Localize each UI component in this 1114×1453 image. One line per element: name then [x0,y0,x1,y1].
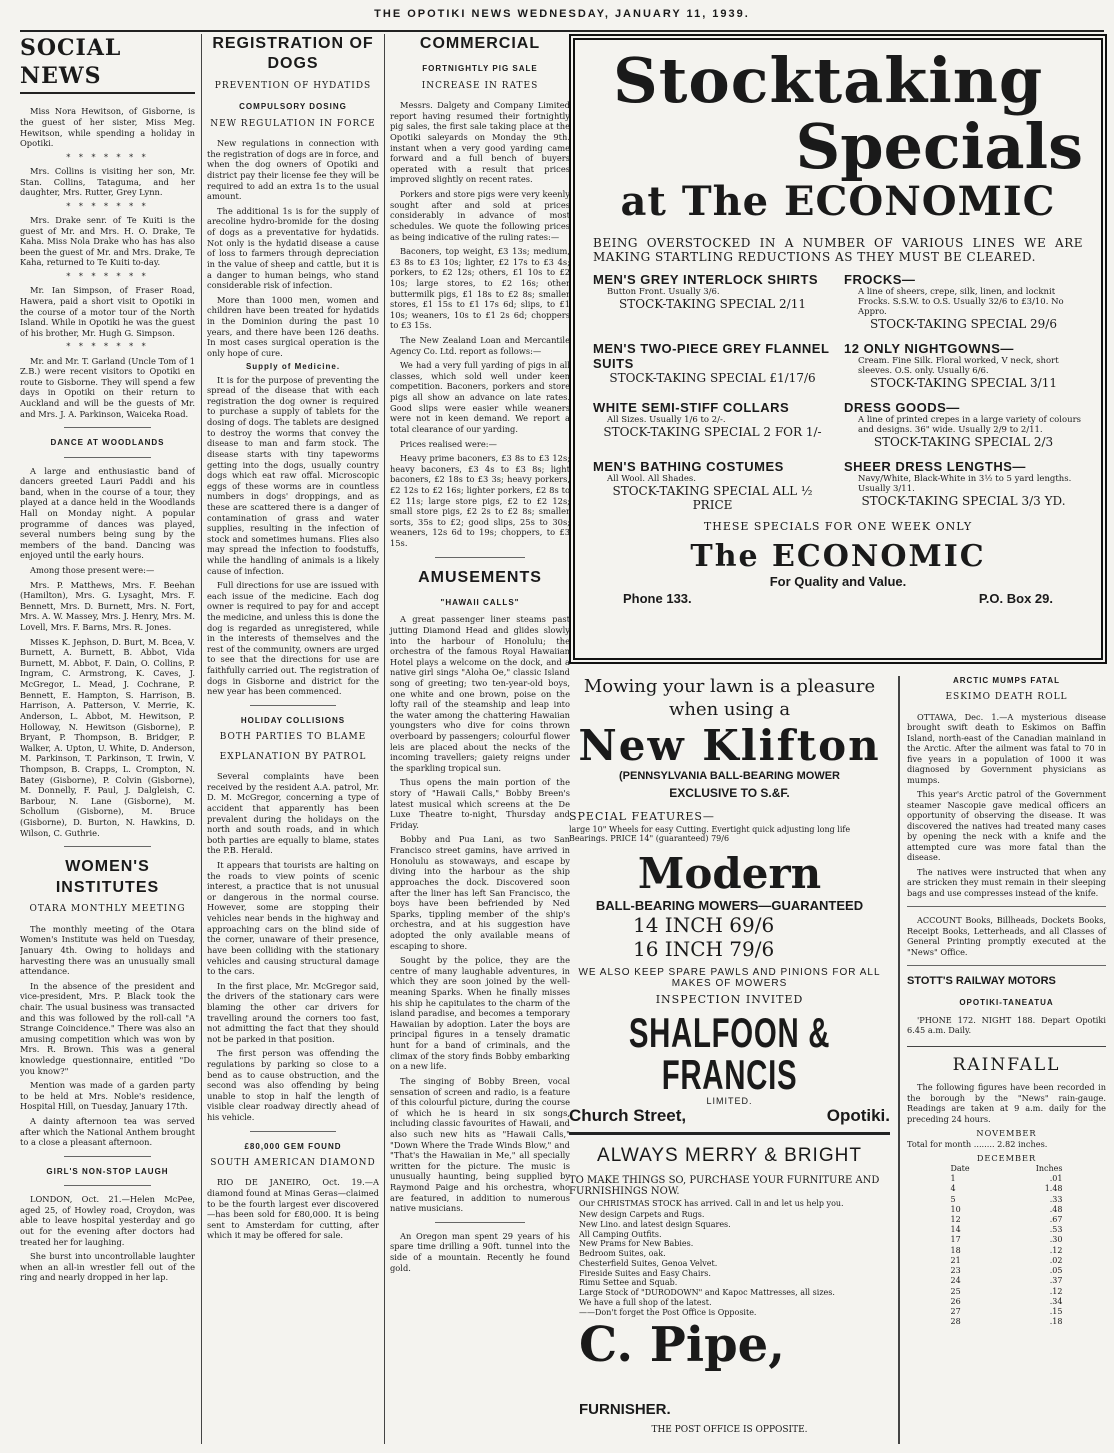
list-item: New Lino. and latest design Squares. [579,1219,731,1229]
article-paragraph: Thus opens the main portion of the story of "Hawaii Calls," Bobby Breen's latest musical which screens at the De Luxe Theatre to-night, Thursday and Friday. [390,777,570,830]
social-item: Mr. Ian Simpson, of Fraser Road, Hawera, paid a short visit to Opotiki in the course of a motor tour of the North Island. While in Opotiki he was the guest of his brother, Mr. Hugh G. Simpson. [20,285,195,338]
article-paragraph: She burst into uncontrollable laughter when an all-in wrestler fell out of the ring and nearly dropped in her lap. [20,1251,195,1283]
social-news-title: SOCIAL NEWS [20,34,195,94]
social-item: Mrs. Collins is visiting her son, Mr. Stan. Collins, Tataguma, and her daughter, Mrs. Rutter, Grey Lynn. [20,165,195,198]
pipe-brand [579,1319,890,1425]
price-16: 16 INCH 79/6 [633,937,775,961]
table-row [947,1246,1067,1256]
item-desc: Cream. Fine Silk. Floral worked, V neck, short sleeves. O.S. only. Usually 6/6. [858,356,1059,376]
stott-sub: OPOTIKI-TANEATUA [959,998,1054,1008]
inches-header: Inches [1035,1163,1063,1173]
item-special: STOCK-TAKING SPECIAL 29/6 [870,317,1057,331]
divider [435,557,525,558]
rain-date: 23 [950,1266,961,1276]
shalfoon-francis: SHALFOON & FRANCIS [628,1009,831,1098]
masthead: THE OPOTIKI NEWS WEDNESDAY, JANUARY 11, 1939. [20,8,1104,32]
divider [64,846,152,847]
article-paragraph: In the absence of the president and vice-president, Mrs. P. Black took the chair. The usual business was transacted and this was followed by the roll-call "A Strange Coincidence." There was also an amusing competition which was won by Mrs. R. Brown. This was a general knowledge questionnaire, entitled "Do you know?" [20,980,195,1076]
mower-exclusive: EXCLUSIVE TO S.&F. [669,786,790,800]
divider [435,1222,525,1223]
street: Church Street, [569,1106,687,1125]
rain-inches: .01 [1049,1174,1063,1184]
dogs-column [201,34,379,1444]
item-desc: A line of printed crepes in a large variety of colours and designs. 36" wide. Usually 2/9 to 2/11. [858,415,1081,435]
holiday-heading: HOLIDAY COLLISIONS [240,715,346,725]
rainfall-rows [947,1174,1067,1328]
item-name: MEN'S TWO-PIECE GREY FLANNEL SUITS [593,341,830,371]
date-header: Date [950,1163,970,1173]
article-paragraph: The additional 1s is for the supply of arecoline hydro-bromide for the dosing of dogs as a preventative for hydatids. Not only is the hydatid disease a cause of loss to farmers through depreciation in the value of sheep and cattle, but it is a danger to human beings, who stand considerable risk of infection. [207,205,379,291]
limited: LIMITED. [706,1096,753,1106]
town: Opotiki. [826,1106,890,1125]
merry-bright: ALWAYS MERRY & BRIGHT [597,1145,862,1166]
table-row [947,1235,1067,1245]
table-row [947,1205,1067,1215]
rain-inches: .15 [1049,1307,1063,1317]
item-desc: All Wool. All Shades. [607,474,696,484]
rain-inches: .02 [1049,1255,1063,1265]
list-item: ——Don't forget the Post Office is Opposite. [579,1307,757,1317]
article-paragraph: In the first place, Mr. McGregor said, the drivers of the stationary cars were blaming the other car drivers for travelling around the corners too fast, not admitting the fact that they should not be parked in that position. [207,980,379,1044]
item-special: STOCK-TAKING SPECIAL 2 FOR 1/- [603,425,822,439]
item-special: STOCK-TAKING SPECIAL ALL ½ PRICE [612,484,813,512]
rain-date: 18 [950,1245,961,1255]
pipe-ad [569,1145,890,1435]
list-item: Large Stock of "DURODOWN" and Kapoc Mattresses, all sizes. [579,1288,835,1297]
rain-inches: .05 [1049,1266,1063,1276]
special-item [844,272,1083,331]
pipe-foot: THE POST OFFICE IS OPPOSITE. [651,1424,808,1435]
rain-date: 21 [950,1255,961,1265]
dogs-heading: REGISTRATION OF DOGS [212,35,374,73]
article-paragraph: Messrs. Dalgety and Company Limited report having resumed their fortnightly pig sales, the first sale taking place at the Opotiki saleyards on Monday the 9th. instant when a very good yarding came forward and a full bench of buyers operated with a result that prices improved slightly on recent rates. [390,100,570,185]
rainfall-heading: RAINFALL [907,1046,1106,1077]
gem-sub: SOUTH AMERICAN DIAMOND [210,1157,376,1168]
special-item [593,459,832,512]
special-item [593,400,832,449]
article-paragraph: Heavy prime baconers, £3 8s to £3 12s; heavy baconers, £3 4s to £3 8s; light baconers, £2 18s to £3 3s; heavy porkers, £2 12s to £2 16s; lighter porkers, £2 8s to £2 11s; large store pigs, £2 to £2 12s; small store pigs, £2 2s to £2 8s; smaller sorts, 35s to £2; good slips, 25s to 30s; weaners, 12s 6d to 19s; choppers, to £3 15s. [390,453,570,548]
article-paragraph: Prices realised were:— [400,438,497,449]
stott-heading: STOTT'S RAILWAY MOTORS [907,975,1056,988]
economic-brand: The ECONOMIC [690,539,986,574]
gem-heading: £80,000 GEM FOUND [244,1141,342,1151]
list-item: New design Carpets and Rugs. [579,1210,705,1219]
star-divider: * * * * * * * [66,272,149,282]
social-column [20,34,195,1444]
item-name: DRESS GOODS— [844,400,960,415]
item-desc: All Sizes. Usually 1/6 to 2/-. [607,415,726,425]
item-desc: Navy/White, Black-White in 3½ to 5 yard lengths. Usually 3/11. [858,474,1072,494]
item-name: MEN'S GREY INTERLOCK SHIRTS [593,272,819,287]
divider [64,1156,152,1157]
rain-date: 14 [950,1225,961,1235]
rain-inches: .34 [1049,1296,1063,1306]
list-item: We have a full shop of the latest. [579,1297,712,1307]
article-paragraph: More than 1000 men, women and children have been treated for hydatids in the Dominion during the past 10 years, and there have been 126 deaths. In most cases surgical operation is the only hope of cure. [207,294,379,358]
wi-subheading: OTARA MONTHLY MEETING [29,904,186,915]
rain-inches: .37 [1049,1276,1063,1286]
mower-line1: Mowing your lawn is a pleasure [583,676,876,697]
rain-inches: .33 [1049,1194,1063,1204]
ad-intro: BEING OVERSTOCKED IN A NUMBER OF VARIOUS LINES WE ARE MAKING STARTLING REDUCTIONS AS THEY MUST BE CLEARED. [593,236,1083,264]
article-paragraph: It is for the purpose of preventing the spread of the disease that with each registration the dog owner is required to purchase a supply of tablets for the dosing of dogs. The tablets are designed to destroy the worms that convey the disease to man and farm stock. The disease starts with tiny tapeworms getting into the dogs, usually country dogs which eat raw offal. Microscopic eggs of these worms are in countless numbers in dogs' droppings, and as these are scattered there is a danger of contamination of grass and water supplies, resulting in the infection of stock and sometimes humans. Flies also may spread the infection to foodstuffs, while the handling of animals is a likely cause of infection. [207,374,379,576]
list-item: Bedroom Suites, oak. [579,1249,666,1258]
special-item [844,459,1083,512]
article-paragraph: OTTAWA, Dec. 1.—A mysterious disease brought swift death to Eskimos on Baffin Island, north-east of the Canadian mainland in the Arctic. After the ailment was fatal to 70 in five years in a population of 1000 it was diagnosed by Government physicians as mumps. [907,711,1106,785]
special-item [844,341,1083,390]
column-rule [899,676,900,1444]
social-item: Mrs. Drake senr. of Te Kuiti is the guest of Mr. and Mrs. H. O. Drake, Te Kaha. Miss Nola Drake who has has also been the guest of Mr. and Mrs. Drake, Te Kaha, returned to Te Kuiti to-day. [20,215,195,268]
item-desc: Button Front. Usually 3/6. [607,287,720,297]
commercial-heading: COMMERCIAL [419,35,541,52]
article-paragraph: A large and enthusiastic band of dancers greeted Lauri Paddi and his band, when in the course of a tour, they played at a dance held in the Woodlands Hall on Monday night. A popular programme of dances was played, several numbers being sung by the members of the band. Dancing was enjoyed until the early hours. [20,465,195,561]
item-name: WHITE SEMI-STIFF COLLARS [593,400,790,415]
special-item [844,400,1083,449]
rates-sub: INCREASE IN RATES [421,80,539,91]
holiday-sub1: BOTH PARTIES TO BLAME [219,732,367,743]
table-row [947,1266,1067,1276]
table-row [947,1215,1067,1225]
one-week-note: THESE SPECIALS FOR ONE WEEK ONLY [703,520,973,533]
features-desc: large 10" Wheels for easy Cutting. Evertight quick adjusting long life Bearings. PRICE 14" (guaranteed) 79/6 [569,825,851,843]
dogs-sub1: PREVENTION OF HYDATIDS [214,80,372,91]
rainfall-table [947,1164,1067,1328]
ad-title-line3: at The ECONOMIC [620,178,1056,225]
rain-date: 10 [950,1204,961,1214]
mower-line2: when using a [668,698,791,720]
rain-date: 17 [950,1235,961,1245]
item-name: FROCKS— [844,272,916,287]
arctic-sub: ESKIMO DEATH ROLL [945,692,1068,703]
table-header-row [947,1164,1067,1174]
address [569,1106,890,1135]
mower-guarantee: BALL-BEARING MOWERS—GUARANTEED [595,898,864,913]
article-paragraph: Sought by the police, they are the centre of many laughable adventures, in which they are soon joined by the well-meaning Sparks. When he finally misses his ship he capitulates to the charm of the island paradise, and becomes a temporary Hawaiian by adoption. Later the boys are principal figures in a tensely dramatic hunt for a band of criminals, and the climax of the story finds Bobby embarking on a new life. [390,955,570,1072]
spare-parts: WE ALSO KEEP SPARE PAWLS AND PINIONS FOR ALL MAKES OF MOWERS [578,967,881,989]
item-special: STOCK-TAKING SPECIAL 2/11 [619,297,806,311]
supply-subheading: Supply of Medicine. [245,362,341,372]
article-paragraph: Mention was made of a garden party to be held at Mrs. Noble's residence, Hospital Hill, on Tuesday, January 17th. [20,1080,195,1112]
table-row [947,1297,1067,1307]
divider [250,1131,336,1132]
rain-inches: .67 [1049,1214,1063,1224]
article-paragraph: The New Zealand Loan and Mercantile Agency Co. Ltd. report as follows:— [390,335,570,356]
phone-number: Phone 133. [623,591,692,606]
newspaper-page [20,34,1106,1444]
pipe-intro: Our CHRISTMAS STOCK has arrived. Call in and let us help you. [579,1199,844,1208]
article-paragraph: LONDON, Oct. 21.—Helen McPee, aged 25, of Howley road, Croydon, was able to leave hospital yesterday and go out for the evening after doctors had treated her for laughing. [20,1194,195,1247]
november-label: NOVEMBER [976,1128,1037,1139]
rainfall-intro: The following figures have been recorded in the borough by the "News" rain-gauge. Readings are taken at 9 a.m. daily for the preceding 24 hours. [907,1082,1106,1124]
rain-date: 4 [950,1184,956,1194]
modern-brand: Modern [637,849,822,898]
commercial-column [384,34,570,1444]
article-paragraph: The monthly meeting of the Otara Women's Institute was held on Tuesday, January 4th. Owing to holidays and harvesting there was an unusually small attendance. [20,923,195,977]
article-paragraph: Full directions for use are issued with each issue of the medicine. Each dog owner is required to pay for and accept the medicine, and unless this is done the dog is regarded as unregistered, while in the interests of themselves and the rest of the community, owners are urged to see that the directions for use are faithfully carried out. The registration of dogs in Gisborne and district for the new year has been commenced. [207,580,379,697]
article-paragraph: Misses K. Jephson, D. Burt, M. Bcea, V. Burnett, A. Burnett, B. Abbot, Vida Burnett, M. Abbot, F. Dain, O. Collins, P. Ingram, C. Armstrong, K. Caves, J. McGregor, L. Mead, J. Cochrane, P. Bennett, E. Hampton, S. Harrison, B. Harrison, A. Patterson, V. Merrie, K. Anderson, L. Abbot, M. Hewitson, P. Holloway, N. Hewitson (Gisborne), P. Bryant, P. Thompson, B. Bridger, P. Walker, A. Upton, U. White, D. Anderson, M. Parkinson, T. Parkinson, T. Irwin, V. Thompson, B. Crapps, L. Crompton, N. Batey (Gisborne), P. Colvin (Gisborne), M. Donnelly, F. Paul, J. Dalgleish, C. Barbour, N. Lane (Gisborne), M. Schollum (Gisborne), M. Bruce (Gisborne), D. Burton, N. Hawkins, D. Wilson, C. Guthrie. [20,636,195,838]
mower-line3: (PENNSYLVANIA BALL-BEARING MOWER [618,770,840,782]
article-paragraph: A great passenger liner steams past jutting Diamond Head and glides slowly into the harbour of Honolulu; the orchestra of the famous Royal Hawaiian Hotel plays a welcome on the dock, and a native girl sings "Aloha Oe," classic Island song of greeting; two ten-year-old boys, one white and one brown, poise on the lofty rail of the steamship and leap into the water among the chattering Hawaiian youngsters who dive for coins thrown overboard by passengers; colourful flower leis are placed about the necks of the incoming travellers; gaiety reigns under the sparkling tropical sun. [390,614,570,773]
table-row [947,1317,1067,1327]
table-row [947,1184,1067,1194]
social-item: Mr. and Mr. T. Garland (Uncle Tom of 1 Z.B.) were recent visitors to Opotiki en route to Gisborne. They will spend a few days in Opotiki on their return to Auckland and will be the guests of Mr. and Mrs. J. A. Parkinson, Waiceka Road. [20,355,195,419]
table-row [947,1174,1067,1184]
rain-date: 1 [950,1174,956,1184]
star-divider: * * * * * * * [66,201,149,211]
laugh-heading: GIRL'S NON-STOP LAUGH [46,1166,169,1176]
features-heading: SPECIAL FEATURES— [569,810,715,823]
specials-grid [593,272,1083,512]
womens-institutes-heading: WOMEN'S INSTITUTES [55,858,160,896]
star-divider: * * * * * * * [66,342,149,352]
november-total: Total for month ........ 2.82 inches. [907,1138,1048,1149]
article-paragraph: New regulations in connection with the registration of dogs are in force, and when the dog owners of Opotiki and district pay their license fee they will be required to add an extra 1s to the usual amount. [207,138,379,202]
divider [907,906,1106,907]
holiday-sub2: EXPLANATION BY PATROL [219,751,367,762]
article-paragraph: The singing of Bobby Breen, vocal sensation of screen and radio, is a feature of this colourful picture, during the course of which he is heard in six songs, including classic favourites of Hawaii, and also such new hits as "Hawaii Calls," "Down Where the Trade Winds Blow," and "That's the Hawaiian in Me," all specially written for the picture. The music is unusually haunting, being supplied by Raymond Paige and his orchestra, who are featured, in addition to numerous native musicians. [390,1075,570,1214]
rain-inches: .12 [1049,1286,1063,1296]
inspection: INSPECTION INVITED [655,993,804,1006]
dance-heading: DANCE AT WOODLANDS [50,438,165,448]
divider [250,705,336,706]
article-paragraph: Mrs. P. Matthews, Mrs. F. Beehan (Hamilton), Mrs. G. Lysaght, Mrs. F. Bennett, Mrs. D. Burnett, Mrs. N. Fort, Mrs. A. W. Massey, Mrs. J. Henry, Mrs. M. Lovell, Mrs. F. Barns, Mrs. R. Jones. [20,579,195,633]
social-item: Miss Nora Hewitson, of Gisborne, is the guest of her sister, Miss Meg. Hewitson, while spending a holiday in Opotiki. [20,106,195,149]
rain-date: 5 [950,1194,956,1204]
item-special: STOCK-TAKING SPECIAL 3/3 YD. [861,494,1066,508]
rain-date: 27 [950,1307,961,1317]
rain-inches: .30 [1049,1235,1063,1245]
item-special: STOCK-TAKING SPECIAL £1/17/6 [609,371,816,385]
list-item: New Prams for New Babies. [579,1239,694,1249]
dogs-sub3: NEW REGULATION IN FORCE [210,118,376,129]
account-books-ad: ACCOUNT Books, Billheads, Dockets Books, Receipt Books, Letterheads, and all Classes of General Printing promptly executed at the "News" Office. [907,915,1106,957]
divider [64,1185,152,1186]
po-box: P.O. Box 29. [978,591,1053,606]
table-row [947,1225,1067,1235]
hawaii-sub: "HAWAII CALLS" [440,598,520,608]
price-14: 14 INCH 69/6 [633,913,775,937]
pipe-name: C. Pipe, [579,1317,785,1374]
rain-date: 24 [950,1276,961,1286]
article-paragraph: RIO DE JANEIRO, Oct. 19.—A diamond found at Minas Geras—claimed to be the fourth largest ever discovered—has been sold for £80,000. It is being sent to Amsterdam for cutting, after which it may be offered for sale. [207,1177,379,1241]
article-paragraph: An Oregon man spent 29 years of his spare time drilling a 90ft. tunnel into the side of a mountain. Recently he found gold. [390,1230,570,1273]
december-label: DECEMBER [976,1153,1037,1164]
pipe-trade: FURNISHER. [579,1401,671,1419]
dogs-sub2: COMPULSORY DOSING [239,102,347,112]
mower-ad [569,676,890,1135]
rain-inches: .48 [1049,1204,1063,1214]
economic-tagline: For Quality and Value. [769,574,907,589]
rain-date: 26 [950,1296,961,1306]
rain-date: 12 [950,1214,961,1224]
item-special: STOCK-TAKING SPECIAL 2/3 [873,435,1054,449]
article-paragraph: The natives were instructed that when any are stricken they must remain in their sleeping bags and use compresses instead of the knife. [907,866,1106,898]
list-item: Rimu Settee and Squab. [579,1278,678,1288]
article-paragraph: We had a very full yarding of pigs in all classes, which sold well under keen competition. Baconers, porkers and store pigs all show an advance on late rates. Good slips were easier while weaners were not in keen demand. We report a total clearance of our yarding. [390,360,570,434]
divider [64,457,152,458]
rain-inches: .12 [1049,1245,1063,1255]
item-name: MEN'S BATHING COSTUMES [593,459,784,474]
pig-sale-sub: FORTNIGHTLY PIG SALE [422,64,538,74]
amusements-heading: AMUSEMENTS [418,568,542,586]
article-paragraph: Among those present were:— [30,564,155,575]
rain-date: 25 [950,1286,961,1296]
rain-inches: .53 [1049,1225,1063,1235]
article-paragraph: Several complaints have been received by the resident A.A. patrol, Mr. D. M. McGregor, concerning a type of accident that apparently has been prevalent during the holidays on the north and south roads, and in which both parties are equally to blame, states the P.B. Herald. [207,771,379,856]
pipe-sub: TO MAKE THINGS SO, PURCHASE YOUR FURNITURE AND FURNISHINGS NOW. [569,1175,880,1197]
star-divider: * * * * * * * [66,152,149,162]
article-paragraph: Baconers, top weight, £3 13s; medium, £3 8s to £3 10s; lighter, £2 17s to £3 4s; porkers, to £2 12s; others, £1 10s to £2 10s; large stores, to £2 16s; other buttermilk pigs, £1 18s to £2 8s; smaller stores, £1 15s to £1 17s 6d; slips, to £1 10s; weaners, 10s to £1 2s 6d; choppers to £3 15s. [390,246,570,331]
table-row [947,1256,1067,1266]
table-row [947,1307,1067,1317]
article-paragraph: A dainty afternoon tea was served after which the National Anthem brought to a close a pleasant afternoon. [20,1116,195,1148]
right-column [907,676,1106,1444]
table-row [947,1287,1067,1297]
arctic-heading: ARCTIC MUMPS FATAL [952,676,1061,685]
item-name: SHEER DRESS LENGTHS— [844,459,1026,474]
article-paragraph: It appears that tourists are halting on the roads to view points of scenic interest, a practice that is not unusual or dangerous in the normal course. However, some are stopping their vehicles near bends in the highway and approaching cars on the blind side of the corner, unaware of their presence, have been colliding with the stationary vehicles and causing structural damage to the cars. [207,860,379,977]
table-row [947,1195,1067,1205]
rain-inches: .18 [1049,1317,1063,1327]
middle-ads [569,676,899,1444]
divider [64,427,152,428]
article-paragraph: Bobby and Pua Lani, as two San Francisco street gamins, have arrived in Honolulu as stowaways, and escape by diving into the harbour as the ship approaches the dock. Discovered soon after the liner has left San Francisco, the boys have been befriended by Ned Sparks, tippling member of the ship's orchestra, and at his suggestion have adopted the only available means of escaping to shore. [390,834,570,951]
ad-title-line2: Specials [795,110,1083,183]
special-item [593,341,832,390]
new-klifton-brand: New Klifton [578,721,881,770]
stott-details: 'PHONE 172. NIGHT 188. Depart Opotiki 6.45 a.m. Daily. [907,1014,1106,1036]
special-item [593,272,832,331]
divider [907,965,1106,966]
article-paragraph: This year's Arctic patrol of the Government steamer Nascopie gave medical officers an opportunity of observing the disease. It was discovered the natives had treated many cases by opening the neck with a knife and the attempted cure was more fatal than the disease. [907,789,1106,863]
table-row [947,1276,1067,1286]
article-paragraph: Porkers and store pigs were very keenly sought after and sold at prices considerably in advance of most schedules. We quote the following prices as being indicative of the ruling rates:— [390,189,570,242]
rain-inches: 1.48 [1044,1184,1063,1194]
list-item: Fireside Suites and Easy Chairs. [579,1268,711,1278]
list-item: Chesterfield Suites, Genoa Velvet. [579,1258,718,1268]
rain-date: 28 [950,1317,961,1327]
economic-contact [593,591,1083,606]
item-desc: A line of sheers, crepe, silk, linen, and locknit Frocks. S.S.W. to O.S. Usually 32/6 to £3/10. No Appro. [858,287,1064,317]
article-paragraph: The first person was offending the regulations by parking so close to a bend as to cause obstruction, and the second was also offending by being unable to stop in half the length of visible clear roadway directly ahead of his vehicle. [207,1048,379,1123]
stocktaking-ad [569,34,1107,664]
list-item: All Camping Outfits. [579,1229,662,1239]
pipe-list [579,1210,890,1317]
item-special: STOCK-TAKING SPECIAL 3/11 [870,376,1057,390]
item-name: 12 ONLY NIGHTGOWNS— [844,341,1014,356]
ad-title-line1: Stocktaking [613,44,1044,117]
